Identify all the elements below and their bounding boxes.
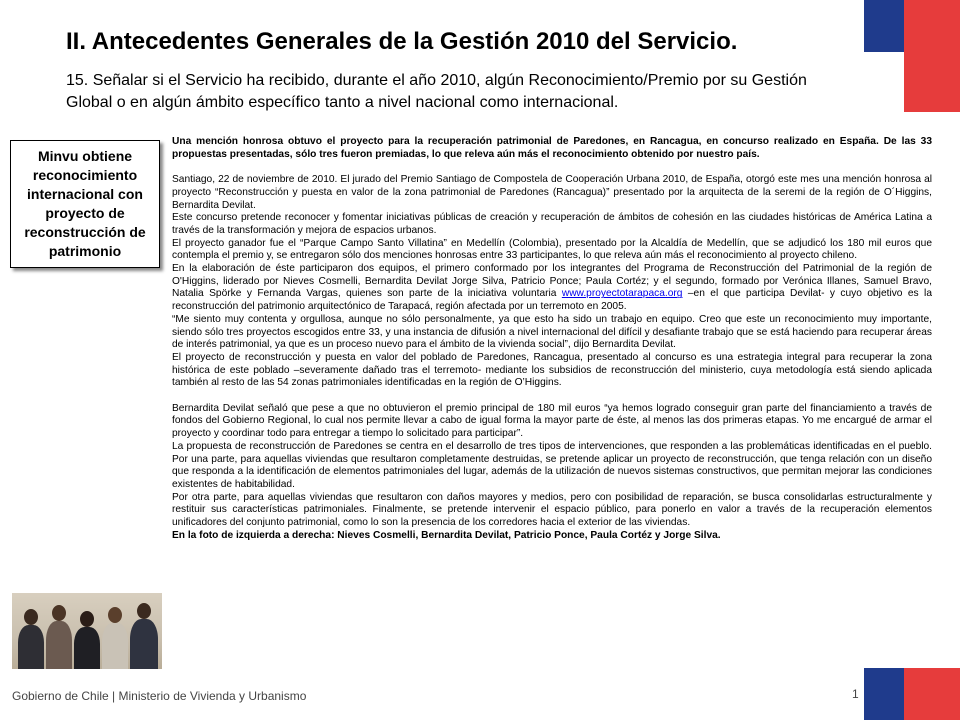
chile-flag-top: [864, 0, 960, 112]
photo-person: [46, 605, 72, 669]
article-paragraph: Por otra parte, para aquellas viviendas que resultaron con daños mayores y medios, pero con posibilidad de reparación, se busca consolidarlas estructuralmente y restituir sus características patrimoniales. Finalmente, se pretende intervenir el espacio público, para ponerlo en valor a través de la recuperación elementos unificadores del conjunto patrimonial, como lo son la presencia de los corredores hacia el exterior de las viviendas.: [172, 491, 932, 529]
flag-blue-band: [864, 668, 904, 720]
article-lead: Una mención honrosa obtuvo el proyecto para la recuperación patrimonial de Paredones, en Rancagua, en concurso realizado en España. De las 33 propuestas presentadas, sólo tres fueron premiadas, lo que releva aún más el reconocimiento obtenido por nuestro país.: [172, 136, 932, 160]
page-number: 1: [852, 687, 859, 701]
page-title: II. Antecedentes Generales de la Gestión 2010 del Servicio.: [66, 28, 738, 55]
article-paragraph: Este concurso pretende reconocer y fomentar iniciativas públicas de creación y recuperación de ámbitos de cohesión en las ciudades históricas de América Latina a través de la transformación y mejora de espacios urbanos.: [172, 212, 932, 236]
headline-box: Minvu obtiene reconocimiento internacional con proyecto de reconstrucción de patrimonio: [10, 140, 160, 268]
chile-flag-bottom: [864, 668, 960, 720]
flag-white-band: [864, 52, 904, 112]
flag-red-band: [904, 668, 960, 720]
article-body: [172, 136, 932, 676]
photo-person: [130, 603, 158, 669]
article-paragraph: “Me siento muy contenta y orgullosa, aunque no sólo personalmente, ya que esto ha sido un trabajo en equipo. Creo que este un reconocimiento muy importante, siendo sólo tres proyectos escogidos entre 33, y una instancia de difusión a nivel internacional del difícil y desafiante trabajo que se está haciendo para recuperar áreas de interés patrimonial, ya que es un proceso nuevo para el ámbito de la vivienda social”, dijo Bernardita Devilat.: [172, 313, 932, 351]
article-text: –en el que participa Devilat- y cuyo objetivo es la reconstrucción del patrimonio arquitectónico de Tarapacá, región afectada por un terremoto en 2005.: [172, 288, 932, 313]
flag-red-band: [904, 0, 960, 112]
article-paragraph: Bernardita Devilat señaló que pese a que no obtuvieron el premio principal de 180 mil euros “ya hemos logrado conseguir gran parte del financiamiento a través de fondos del Gobierno Regional, lo cual nos permite llevar a cabo de igual forma la mayor parte de éste, al menos las dos primeras etapas. Yo me encargué de armar el proyecto y coordinar todo para entregar a tiempo lo solicitado para participar”.: [172, 402, 932, 440]
article-paragraph: El proyecto de reconstrucción y puesta en valor del poblado de Paredones, Rancagua, presentado al concurso es una estrategia integral para recuperar la zona histórica de este poblado –severamente dañado tras el terremoto- mediante los subsidios de reconstrucción del ministerio, cuya metodología está siendo aplicada también al resto de las 54 zonas patrimoniales identificadas en la región de O’Higgins.: [172, 351, 932, 389]
article-text: En la elaboración de éste participaron dos equipos, el primero conformado por los integrantes del Programa de Reconstrucción del Patrimonial de la región de O'Higgins, liderado por Nieves Cosmelli, Bernardita Devilat Jorge Silva, Patricio Ponce; Paula Cortéz; y el segundo, formado por Verónica Illanes, Samuel Bravo, Natalia Spörke y Fernanda Vargas, quienes son parte de la iniciativa voluntaria: [172, 263, 932, 300]
photo-person: [18, 609, 44, 669]
paragraph-gap: [172, 161, 932, 174]
team-photo: [12, 593, 162, 669]
article-paragraph: [172, 263, 932, 314]
photo-caption: En la foto de izquierda a derecha: Nieves Cosmelli, Bernardita Devilat, Patricio Ponce, Paula Cortéz y Jorge Silva.: [172, 529, 721, 541]
article-paragraph: La propuesta de reconstrucción de Paredones se centra en el desarrollo de tres tipos de intervenciones, que responden a las problemáticas identificadas en el pueblo. Por una parte, para aquellas viviendas que resultaron completamente destruidas, se pretende aplicar un proyecto de reconstrucción, que tenga relación con un diseño que responda a la identificación de elementos patrimoniales del lugar, además de la utilización de nuevos sistemas constructivos, que permitan mejorar las condiciones existentes de habitabilidad.: [172, 440, 932, 490]
article-paragraph: El proyecto ganador fue el “Parque Campo Santo Villatina” en Medellín (Colombia), presentado por la Alcaldía de Medellín, que se adjudicó los 180 mil euros que contempla el premio y, se entregaron sólo dos menciones honrosas entre 33 participantes, lo que releva aún más el reconocimiento al proyecto chileno.: [172, 237, 932, 262]
flag-blue-band: [864, 0, 904, 52]
article-paragraph: Santiago, 22 de noviembre de 2010. El jurado del Premio Santiago de Compostela de Cooperación Urbana 2010, de España, otorgó este mes una mención honrosa al proyecto “Reconstrucción y puesta en valor de la zona patrimonial de Paredones (Rancagua)” presentado por la arquitecta de la seremi de la región de O´Higgins, Bernardita Devilat.: [172, 174, 932, 211]
photo-person: [102, 607, 128, 669]
proyectotarapaca-link[interactable]: www.proyectotarapaca.org: [561, 288, 683, 300]
paragraph-gap: [172, 390, 932, 403]
question-text: 15. Señalar si el Servicio ha recibido, durante el año 2010, algún Reconocimiento/Premio por su Gestión Global o en algún ámbito específico tanto a nivel nacional como internacional.: [66, 72, 807, 111]
footer-org: Gobierno de Chile | Ministerio de Vivienda y Urbanismo: [12, 689, 307, 703]
photo-person: [74, 611, 100, 669]
